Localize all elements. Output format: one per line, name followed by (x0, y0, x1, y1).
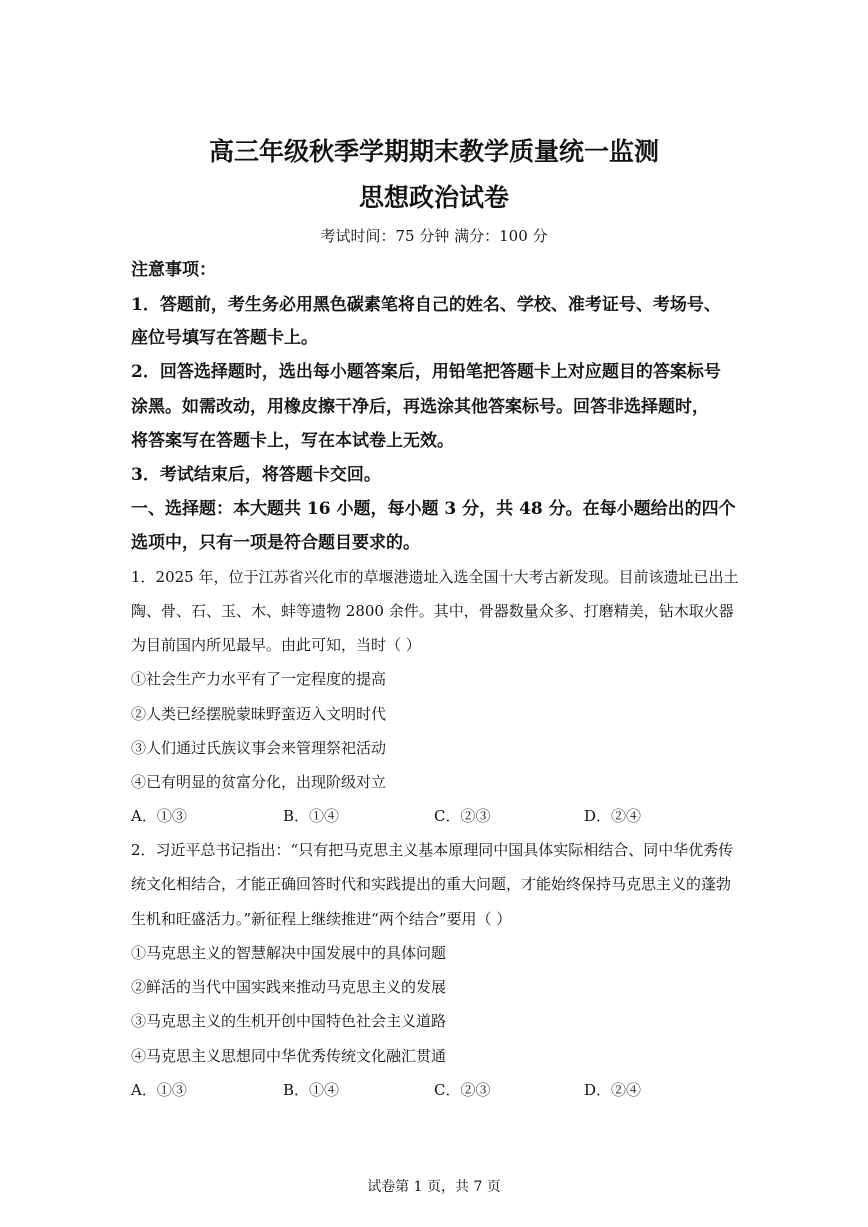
q1-stem-line-1: 1．2025 年，位于江苏省兴化市的草堰港遗址入选全国十大考古新发现。目前该遗址已出土 (131, 568, 739, 586)
q1-statement-2: ②人类已经摆脱蒙昧野蛮迈入文明时代 (131, 705, 387, 723)
q1-statement-4: ④已有明显的贫富分化，出现阶级对立 (131, 773, 387, 791)
section-heading-line-2: 选项中，只有一项是符合题目要求的。 (131, 533, 420, 553)
q1-stem-line-3: 为目前国内所见最早。由此可知，当时（ ） (131, 636, 421, 654)
q1-option-d: D．②④ (584, 807, 642, 825)
q2-statement-3: ③马克思主义的生机开创中国特色社会主义道路 (131, 1012, 447, 1030)
note-1-line-2: 座位号填写在答题卡上。 (131, 328, 318, 348)
subject-title: 思想政治试卷 (358, 183, 509, 212)
q2-statement-2: ②鲜活的当代中国实践来推动马克思主义的发展 (131, 978, 447, 996)
note-1-line-1: 1．答题前，考生务必用黑色碳素笔将自己的姓名、学校、准考证号、考场号、 (131, 295, 721, 315)
q1-option-a: A．①③ (131, 807, 187, 825)
note-2-line-1: 2．回答选择题时，选出每小题答案后，用铅笔把答题卡上对应题目的答案标号 (131, 362, 721, 382)
q2-option-d: D．②④ (584, 1081, 642, 1099)
q1-statement-3: ③人们通过氏族议事会来管理祭祀活动 (131, 739, 387, 757)
exam-title: 高三年级秋季学期期末教学质量统一监测 (208, 137, 659, 166)
q2-stem-line-3: 生机和旺盛活力。”新征程上继续推进“两个结合”要用（ ） (131, 910, 512, 928)
q2-stem-line-2: 统文化相结合，才能正确回答时代和实践提出的重大问题，才能始终保持马克思主义的蓬勃 (131, 875, 732, 893)
q2-statement-4: ④马克思主义思想同中华优秀传统文化融汇贯通 (131, 1047, 447, 1065)
q1-option-b: B．①④ (283, 807, 340, 825)
q2-option-c: C．②③ (434, 1081, 491, 1099)
q2-option-b: B．①④ (283, 1081, 340, 1099)
q2-statement-1: ①马克思主义的智慧解决中国发展中的具体问题 (131, 944, 447, 962)
q2-option-a: A．①③ (131, 1081, 187, 1099)
page-footer: 试卷第 1 页，共 7 页 (367, 1179, 501, 1195)
note-3-line-1: 3．考试结束后，将答题卡交回。 (131, 465, 381, 485)
q1-statement-1: ①社会生产力水平有了一定程度的提高 (131, 670, 387, 688)
q1-stem-line-2: 陶、骨、石、玉、木、蚌等遗物 2800 余件。其中，骨器数量众多、打磨精美，钻木取火器 (131, 602, 734, 620)
section-heading-line-1: 一、选择题：本大题共 16 小题，每小题 3 分，共 48 分。在每小题给出的四个 (131, 499, 736, 519)
notes-heading: 注意事项： (131, 260, 216, 280)
note-2-line-3: 将答案写在答题卡上，写在本试卷上无效。 (131, 431, 454, 451)
exam-info: 考试时间：75 分钟 满分：100 分 (320, 227, 548, 245)
q1-option-c: C．②③ (434, 807, 491, 825)
note-2-line-2: 涂黑。如需改动，用橡皮擦干净后，再选涂其他答案标号。回答非选择题时， (131, 397, 709, 417)
q2-stem-line-1: 2．习近平总书记指出：“只有把马克思主义基本原理同中国具体实际相结合、同中华优秀传 (131, 841, 734, 859)
